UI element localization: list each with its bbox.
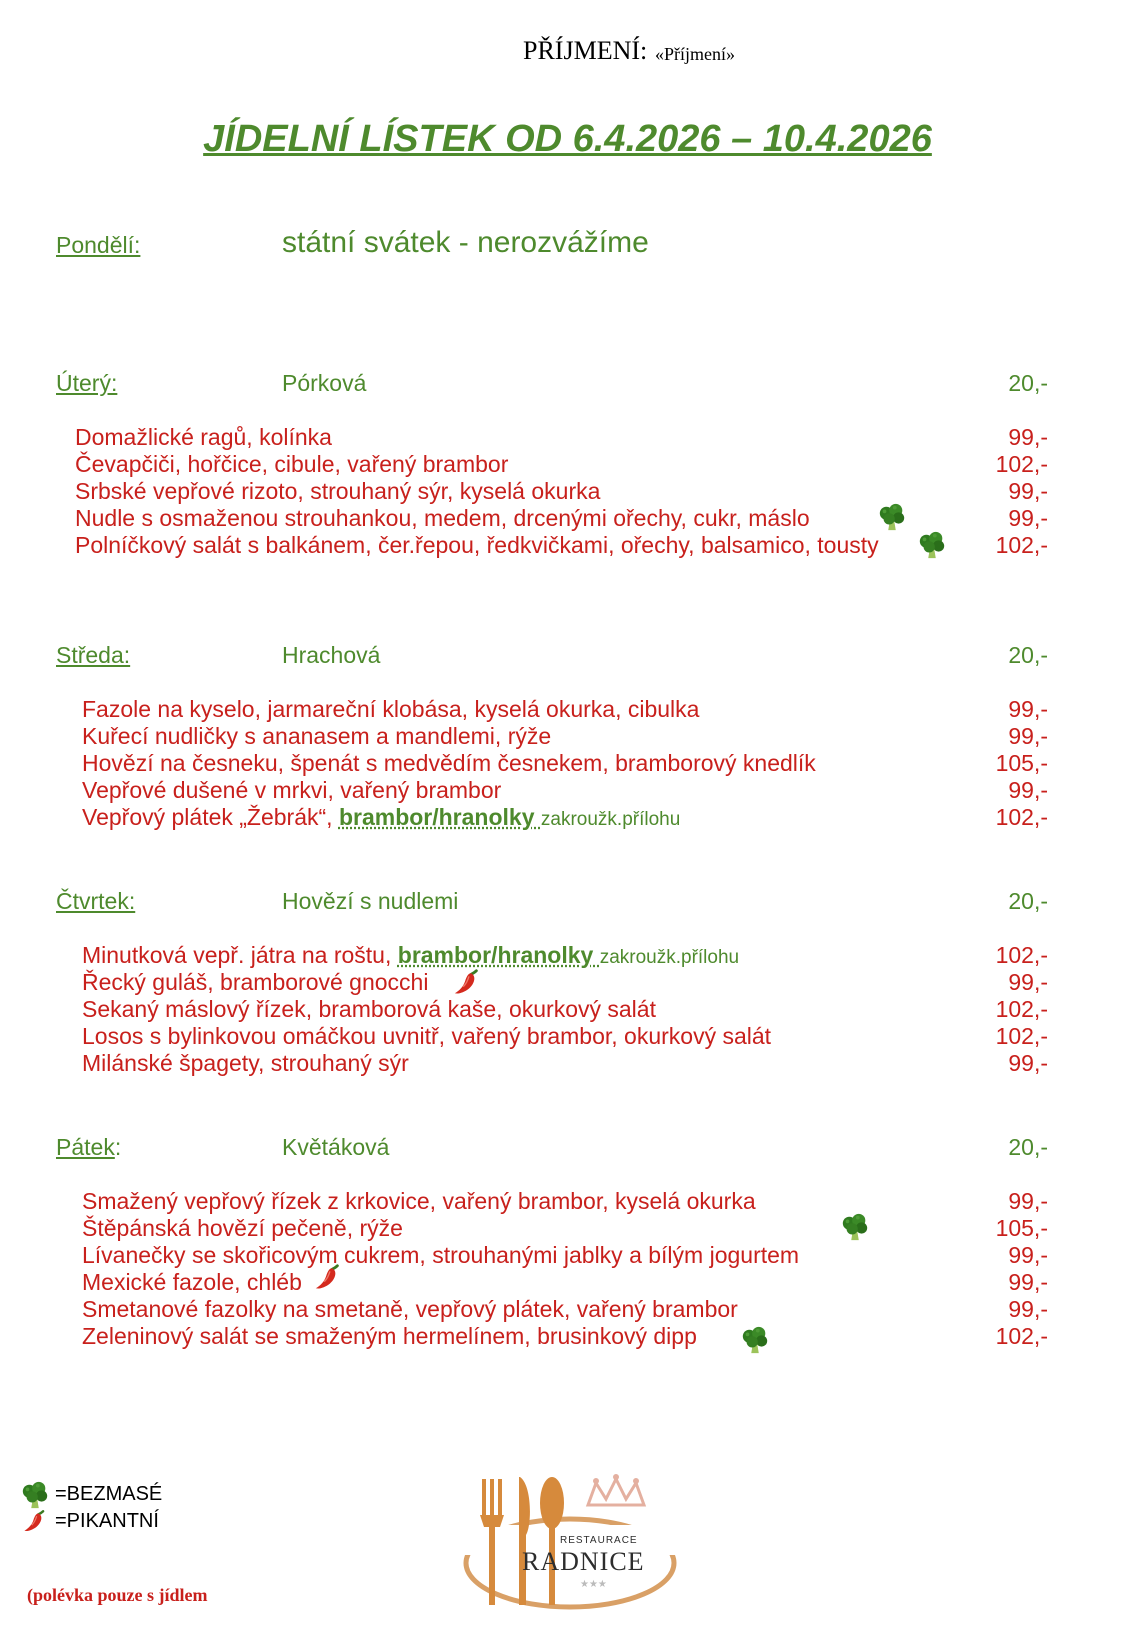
menu-item: Hovězí na česneku, špenát s medvědím česnekem, bramborový knedlík — [82, 750, 816, 776]
menu-item-price: 99,- — [1008, 505, 1048, 531]
monday-holiday-note: státní svátek - nerozvážíme — [282, 226, 649, 259]
side-dish-choice: brambor/hranolky — [338, 804, 541, 830]
menu-item: Domažlické ragů, kolínka — [75, 424, 332, 450]
menu-item: Smažený vepřový řízek z krkovice, vařený brambor, kyselá okurka — [82, 1188, 756, 1214]
menu-item-price: 102,- — [995, 942, 1048, 968]
soup-price-friday: 20,- — [1008, 1134, 1048, 1160]
menu-item-price: 102,- — [995, 1323, 1048, 1349]
day-label-thursday: Čtvrtek: — [56, 888, 136, 914]
broccoli-icon — [877, 502, 907, 532]
menu-item: Lívanečky se skořicovým cukrem, strouhanými jablky a bílým jogurtem — [82, 1242, 800, 1268]
menu-item-price: 99,- — [1008, 424, 1048, 450]
menu-item-price: 102,- — [995, 996, 1048, 1022]
chili-pepper-icon — [452, 967, 482, 997]
side-dish-hint: zakroužk.přílohu — [540, 809, 681, 830]
menu-item-price: 102,- — [995, 804, 1048, 830]
broccoli-icon — [740, 1325, 770, 1355]
menu-item-price: 102,- — [995, 451, 1048, 477]
menu-item: Nudle s osmaženou strouhankou, medem, drcenými ořechy, cukr, máslo — [75, 505, 810, 531]
menu-item-price: 105,- — [995, 750, 1048, 776]
soup-wednesday: Hrachová — [282, 642, 381, 668]
menu-item: Polníčkový salát s balkánem, čer.řepou, ředkvičkami, ořechy, balsamico, tousty — [75, 532, 879, 558]
menu-item: Zeleninový salát se smaženým hermelínem, brusinkový dipp — [82, 1323, 697, 1349]
day-label-wednesday: Středa: — [56, 642, 131, 668]
logo-small-text: RESTAURACE — [560, 1535, 638, 1546]
restaurant-logo — [460, 1465, 685, 1615]
logo-stars: ★★★ — [580, 1579, 607, 1590]
menu-item: Srbské vepřové rizoto, strouhaný sýr, kyselá okurka — [75, 478, 601, 504]
menu-item: Milánské špagety, strouhaný sýr — [82, 1050, 409, 1076]
menu-item-price: 99,- — [1008, 969, 1048, 995]
menu-item: Řecký guláš, bramborové gnocchi — [82, 969, 429, 995]
menu-item: Smetanové fazolky na smetaně, vepřový plátek, vařený brambor — [82, 1296, 738, 1322]
menu-item: Kuřecí nudličky s ananasem a mandlemi, rýže — [82, 723, 552, 749]
side-dish-choice: brambor/hranolky — [397, 942, 600, 968]
chili-pepper-icon — [313, 1262, 343, 1292]
menu-item: Vepřový plátek „Žebrák“, brambor/hranolky zakroužk.přílohu — [82, 804, 681, 830]
soup-note: (polévka pouze s jídlem — [27, 1585, 208, 1605]
legend-spicy: =PIKANTNÍ — [55, 1510, 159, 1532]
menu-item-price: 99,- — [1008, 723, 1048, 749]
side-dish-hint: zakroužk.přílohu — [599, 947, 740, 968]
page-title: JÍDELNÍ LÍSTEK OD 6.4.2026 – 10.4.2026 — [203, 118, 932, 160]
legend-vegetarian: =BEZMASÉ — [55, 1483, 163, 1505]
menu-item-price: 99,- — [1008, 1242, 1048, 1268]
menu-item: Štěpánská hovězí pečeně, rýže — [82, 1215, 403, 1241]
menu-item-price: 99,- — [1008, 1188, 1048, 1214]
menu-item: Fazole na kyselo, jarmareční klobása, kyselá okurka, cibulka — [82, 696, 700, 722]
menu-item-price: 105,- — [995, 1215, 1048, 1241]
soup-price-thursday: 20,- — [1008, 888, 1048, 914]
menu-item-price: 99,- — [1008, 777, 1048, 803]
surname-label: PŘÍJMENÍ: — [523, 36, 648, 65]
menu-item: Čevapčiči, hořčice, cibule, vařený brambor — [75, 451, 509, 477]
menu-item: Mexické fazole, chléb — [82, 1269, 302, 1295]
menu-item: Sekaný máslový řízek, bramborová kaše, okurkový salát — [82, 996, 656, 1022]
broccoli-icon — [917, 530, 947, 560]
surname-value: «Příjmení» — [655, 44, 735, 64]
soup-price-tuesday: 20,- — [1008, 370, 1048, 396]
menu-item: Minutková vepř. játra na roštu, brambor/hranolky zakroužk.přílohu — [82, 942, 740, 968]
menu-item-price: 102,- — [995, 532, 1048, 558]
day-label-tuesday: Úterý: — [56, 370, 118, 396]
broccoli-icon — [840, 1212, 870, 1242]
menu-item: Losos s bylinkovou omáčkou uvnitř, vařený brambor, okurkový salát — [82, 1023, 772, 1049]
soup-tuesday: Pórková — [282, 370, 367, 396]
soup-friday: Květáková — [282, 1134, 390, 1160]
day-label-monday: Pondělí: — [56, 232, 141, 258]
menu-item-price: 99,- — [1008, 478, 1048, 504]
day-label-friday: Pátek: — [56, 1134, 122, 1160]
menu-item-price: 99,- — [1008, 1296, 1048, 1322]
menu-item-price: 99,- — [1008, 696, 1048, 722]
logo-name: RADNICE — [522, 1547, 645, 1576]
menu-item-price: 102,- — [995, 1023, 1048, 1049]
menu-item-price: 99,- — [1008, 1269, 1048, 1295]
soup-price-wednesday: 20,- — [1008, 642, 1048, 668]
chili-pepper-icon — [22, 1508, 48, 1534]
broccoli-icon — [20, 1480, 50, 1510]
menu-item: Vepřové dušené v mrkvi, vařený brambor — [82, 777, 502, 803]
soup-thursday: Hovězí s nudlemi — [282, 888, 459, 914]
menu-item-price: 99,- — [1008, 1050, 1048, 1076]
